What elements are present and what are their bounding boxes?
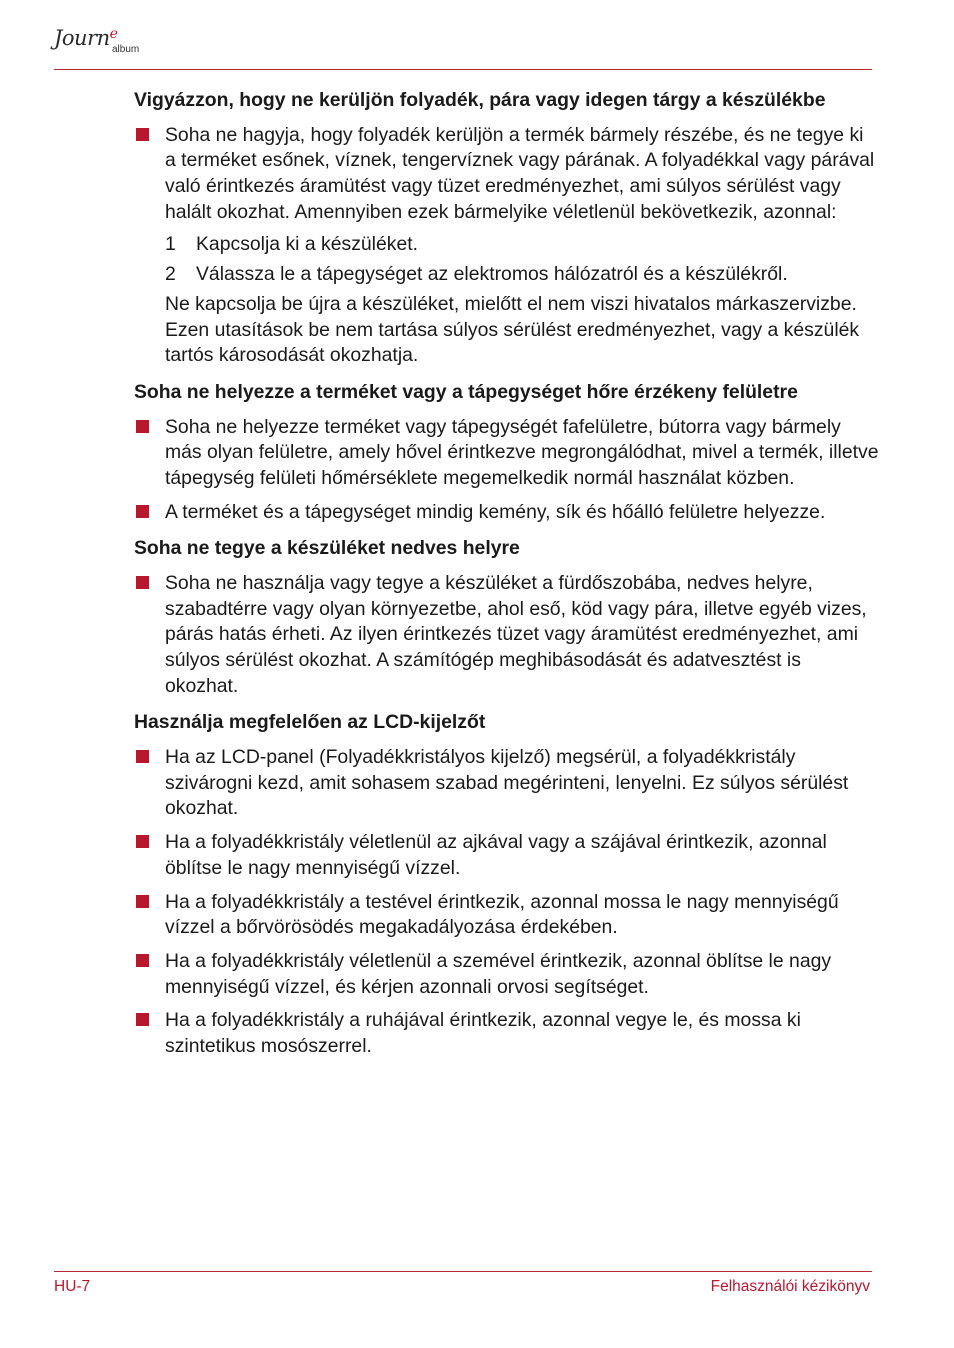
numbered-steps <box>165 232 879 287</box>
bullet-item <box>134 1008 879 1059</box>
square-bullet-icon <box>136 505 149 518</box>
square-bullet-icon <box>136 420 149 433</box>
step-item <box>165 262 879 288</box>
header-rule <box>54 69 872 70</box>
square-bullet-icon <box>136 1013 149 1026</box>
page-number: HU-7 <box>54 1278 91 1295</box>
bullet-text: Ha az LCD-panel (Folyadékkristályos kijelző) megsérül, a folyadékkristály szivárogni kezd, amit sohasem szabad megérinteni, lenyelni. Ez súlyos sérülést okozhat. <box>165 746 849 820</box>
step-item <box>165 232 879 258</box>
journe-album-logo <box>54 26 174 66</box>
page-content <box>134 88 879 1071</box>
bullet-text: Soha ne használja vagy tegye a készüléket a fürdőszobába, nedves helyre, szabadtérre vagy olyan környezetbe, ahol eső, köd vagy pára, illetve egyéb vizes, párás hatás érheti. Az ilyen érintkezés tüzet vagy áramütést eredményezhet, ami súlyos sérülést okozhat. A számítógép meghibásodását és adatvesztést is okozhat. <box>165 571 867 697</box>
bullet-text: Ha a folyadékkristály a testével érintkezik, azonnal mossa le nagy mennyiségű vízzel a bőrvörösödés megakadályozása érdekében. <box>165 890 839 939</box>
logo-script: Journ$^e$ <box>54 26 118 50</box>
square-bullet-icon <box>136 750 149 763</box>
bullet-text: Ha a folyadékkristály a ruhájával érintkezik, azonnal vegye le, és mossa ki szintetikus mosószerrel. <box>165 1009 801 1058</box>
section <box>134 536 879 699</box>
section-heading: Soha ne tegye a készüléket nedves helyre <box>134 537 520 560</box>
bullet-text: Ha a folyadékkristály véletlenül a szemével érintkezik, azonnal öblítse le nagy mennyiségű vízzel, és kérjen azonnali orvosi segítséget. <box>165 949 832 998</box>
square-bullet-icon <box>136 576 149 589</box>
bullet-text: Soha ne helyezze terméket vagy tápegységét fafelületre, bútorra vagy bármely más olyan felületre, amely hővel érintkezve megrongálódhat, mivel a termék, illetve tápegység felületi hőmérséklete megemelkedik normál használat közben. <box>165 415 879 489</box>
square-bullet-icon <box>136 128 149 141</box>
footer-rule <box>54 1271 872 1272</box>
section-heading: Vigyázzon, hogy ne kerüljön folyadék, pára vagy idegen tárgy a készülékbe <box>134 89 826 111</box>
bullet-followup-text: Ne kapcsolja be újra a készüléket, mielőtt el nem viszi hivatalos márkaszervizbe. Ezen utasítások be nem tartása súlyos sérülést eredményezhet, vagy a készülék tartós károsodását okozhatja. <box>165 292 860 367</box>
step-number: 1 <box>165 233 176 256</box>
section-heading: Használja megfelelően az LCD-kijelzőt <box>134 711 486 734</box>
bullet-item <box>134 415 879 492</box>
square-bullet-icon <box>136 895 149 908</box>
bullet-text: Ha a folyadékkristály véletlenül az ajkával vagy a szájával érintkezik, azonnal öblítse le nagy mennyiségű vízzel. <box>165 831 827 879</box>
bullet-item <box>134 890 879 941</box>
bullet-item <box>134 745 879 822</box>
bullet-item <box>134 949 879 1000</box>
bullet-item <box>134 830 879 881</box>
bullet-text: A terméket és a tápegységet mindig kemény, sík és hőálló felületre helyezze. <box>165 500 826 523</box>
step-text: Kapcsolja ki a készüléket. <box>196 233 419 256</box>
bullet-item <box>134 571 879 700</box>
step-number: 2 <box>165 263 176 286</box>
section-heading: Soha ne helyezze a terméket vagy a tápegységet hőre érzékeny felületre <box>134 380 798 403</box>
section <box>134 710 879 1059</box>
square-bullet-icon <box>136 835 149 848</box>
bullet-text: Soha ne hagyja, hogy folyadék kerüljön a termék bármely részébe, és ne tegye ki a terméket esőnek, víznek, tengervíznek vagy párának. A folyadékkal vagy párával való érintkezés áramütést vagy tüzet eredményezhet, ami súlyos sérülést vagy halált okozhat. Amennyiben ezek bármelyike véletlenül bekövetkezik, azonnal: <box>165 123 875 223</box>
section <box>134 88 879 369</box>
step-text: Válassza le a tápegységet az elektromos hálózatról és a készülékről. <box>196 263 788 286</box>
logo-subtitle: album <box>112 44 140 55</box>
square-bullet-icon <box>136 954 149 967</box>
section <box>134 380 879 525</box>
bullet-item <box>134 500 879 526</box>
manual-title: Felhasználói kézikönyv <box>710 1278 870 1295</box>
bullet-item <box>134 123 879 369</box>
